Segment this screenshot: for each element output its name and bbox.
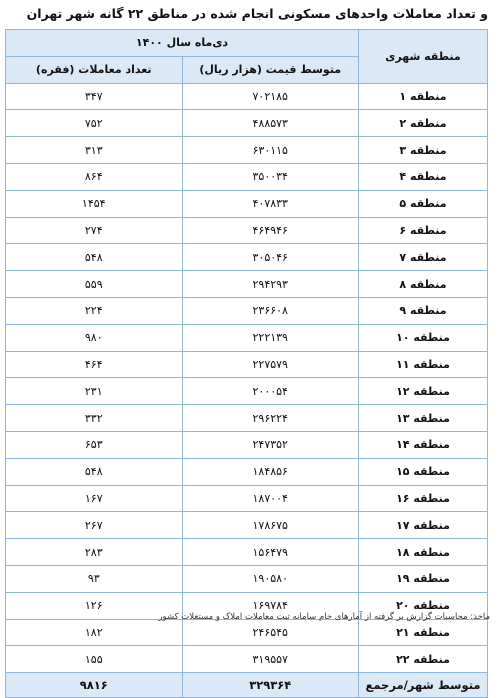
total-avg-price: ۳۲۹۳۶۴ [182,673,359,698]
region-cell: منطقه ۱۸ [359,539,488,566]
avg-price-cell: ۴۸۸۵۷۳ [182,110,359,137]
table-row [6,485,488,512]
region-cell: منطقه ۱۵ [359,458,488,485]
table-row [6,83,488,110]
region-cell: منطقه ۱۹ [359,565,488,592]
avg-price-cell: ۴۶۴۹۴۶ [182,217,359,244]
table-row [6,351,488,378]
region-cell: منطقه ۱ [359,83,488,110]
avg-price-cell: ۲۴۷۳۵۲ [182,431,359,458]
table-row [6,324,488,351]
transactions-cell: ۱۴۵۴ [6,190,183,217]
region-cell: منطقه ۵ [359,190,488,217]
table-row [6,244,488,271]
total-row [6,673,488,698]
transactions-cell: ۳۱۳ [6,137,183,164]
region-cell: منطقه ۹ [359,297,488,324]
transactions-table [5,29,488,698]
region-cell: منطقه ۱۳ [359,405,488,432]
avg-price-cell: ۱۶۹۷۸۴ [182,592,359,619]
table-row [6,378,488,405]
transactions-cell: ۷۵۲ [6,110,183,137]
region-cell: منطقه ۷ [359,244,488,271]
table-row [6,565,488,592]
avg-price-cell: ۱۸۷۰۰۴ [182,485,359,512]
transactions-cell: ۵۴۸ [6,458,183,485]
region-cell: منطقه ۴ [359,163,488,190]
region-cell: منطقه ۱۲ [359,378,488,405]
avg-price-cell: ۲۴۶۵۴۵ [182,619,359,646]
transactions-cell: ۲۶۷ [6,512,183,539]
transactions-cell: ۳۴۷ [6,83,183,110]
transactions-cell: ۳۳۲ [6,405,183,432]
transactions-cell: ۲۳۱ [6,378,183,405]
table-row [6,539,488,566]
region-cell: منطقه ۲۱ [359,619,488,646]
region-cell: منطقه ۱۴ [359,431,488,458]
avg-price-cell: ۲۲۷۵۷۹ [182,351,359,378]
region-cell: منطقه ۱۶ [359,485,488,512]
region-cell: منطقه ۳ [359,137,488,164]
table-title: و تعداد معاملات واحدهای مسکونی انجام شده در مناطق ۲۲ گانه شهر تهران [26,6,488,21]
table-row [6,619,488,646]
transactions-cell: ۲۲۴ [6,297,183,324]
avg-price-cell: ۱۸۴۸۵۶ [182,458,359,485]
transactions-cell: ۱۶۷ [6,485,183,512]
transactions-cell: ۸۶۴ [6,163,183,190]
region-cell: منطقه ۲۰ [359,592,488,619]
transactions-cell: ۶۵۳ [6,431,183,458]
avg-price-cell: ۴۰۷۸۳۳ [182,190,359,217]
avg-price-cell: ۳۵۰۰۳۴ [182,163,359,190]
table-row [6,512,488,539]
table-row [6,163,488,190]
region-cell: منطقه ۱۱ [359,351,488,378]
avg-price-cell: ۳۱۹۵۵۷ [182,646,359,673]
region-cell: منطقه ۲ [359,110,488,137]
avg-price-cell: ۳۰۵۰۴۶ [182,244,359,271]
region-cell: منطقه ۲۲ [359,646,488,673]
transactions-cell: ۵۵۹ [6,271,183,298]
region-cell: منطقه ۸ [359,271,488,298]
avg-price-cell: ۱۹۰۵۸۰ [182,565,359,592]
avg-price-cell: ۲۹۴۲۹۳ [182,271,359,298]
table-row [6,646,488,673]
transactions-cell: ۵۴۸ [6,244,183,271]
transactions-cell: ۹۳ [6,565,183,592]
avg-price-cell: ۲۲۲۱۳۹ [182,324,359,351]
avg-price-cell: ۶۳۰۱۱۵ [182,137,359,164]
region-cell: منطقه ۱۰ [359,324,488,351]
table-row [6,297,488,324]
table-row [6,458,488,485]
table-row [6,190,488,217]
table-row [6,110,488,137]
avg-price-cell: ۲۰۰۰۵۴ [182,378,359,405]
transactions-cell: ۱۲۶ [6,592,183,619]
avg-price-cell: ۱۵۶۴۷۹ [182,539,359,566]
region-cell: منطقه ۱۷ [359,512,488,539]
table-row [6,405,488,432]
avg-price-cell: ۷۰۲۱۸۵ [182,83,359,110]
region-column-header: منطقه شهری [359,30,488,84]
total-label: متوسط شهر/مرجمع [359,673,488,698]
table-row [6,271,488,298]
transactions-column-header: تعداد معاملات (فقره) [6,56,183,83]
table-row [6,217,488,244]
avg-price-column-header: متوسط قیمت (هزار ریال) [182,56,359,83]
transactions-cell: ۹۸۰ [6,324,183,351]
transactions-cell: ۲۸۳ [6,539,183,566]
period-header: دی‌ماه سال ۱۴۰۰ [6,30,359,57]
transactions-cell: ۱۵۵ [6,646,183,673]
region-cell: منطقه ۶ [359,217,488,244]
source-note: ماخذ: محاسبات گزارش بر گرفته از آمارهای خام سامانه ثبت معاملات املاک و مستغلات کشور [158,612,490,622]
table-row [6,431,488,458]
transactions-cell: ۴۶۴ [6,351,183,378]
total-transactions: ۹۸۱۶ [6,673,183,698]
avg-price-cell: ۲۹۶۲۲۴ [182,405,359,432]
transactions-cell: ۲۷۴ [6,217,183,244]
avg-price-cell: ۱۷۸۶۷۵ [182,512,359,539]
avg-price-cell: ۲۳۶۶۰۸ [182,297,359,324]
table-row [6,137,488,164]
transactions-cell: ۱۸۲ [6,619,183,646]
